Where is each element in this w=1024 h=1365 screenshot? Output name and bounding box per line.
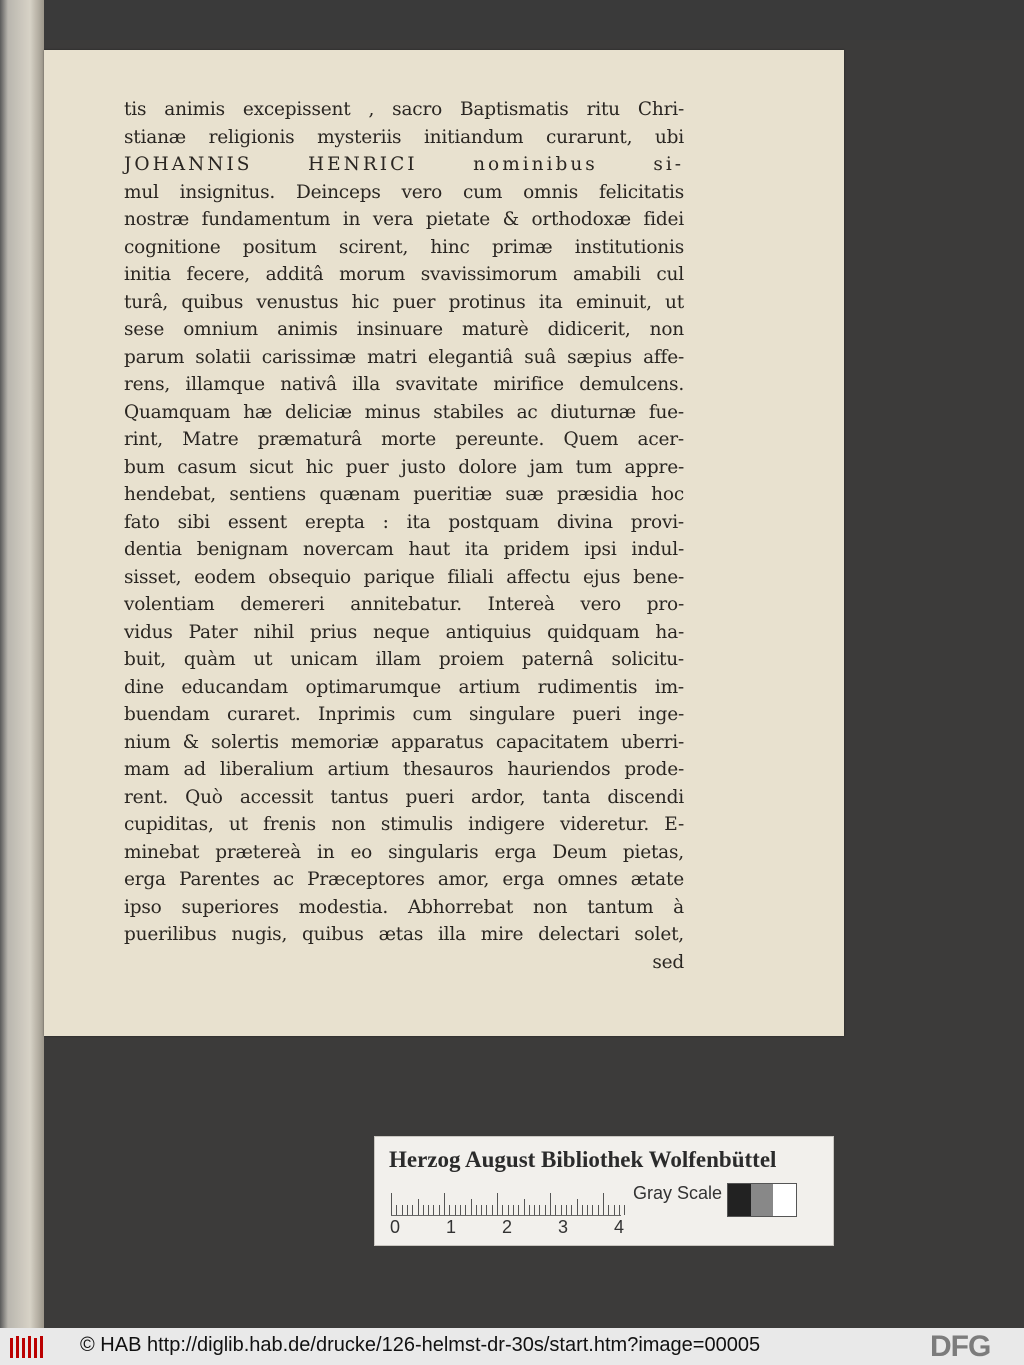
- ruler-tick: [550, 1193, 551, 1215]
- gray-scale-label: Gray Scale: [633, 1183, 723, 1203]
- ruler-tick: [460, 1205, 461, 1215]
- library-name: Herzog August Bibliothek Wolfenbüttel: [389, 1147, 777, 1172]
- ruler-tick: [444, 1193, 445, 1215]
- text-line: cognitione positum scirent, hinc primæ institutionis: [124, 236, 684, 258]
- text-line: Quamquam hæ deliciæ minus stabiles ac diuturnæ fue-: [124, 401, 684, 423]
- copyright-link[interactable]: © HAB http://diglib.hab.de/drucke/126-helmst-dr-30s/start.htm?image=00005: [80, 1334, 761, 1356]
- text-line: buit, quàm ut unicam illam proiem paternâ solicitu-: [124, 649, 684, 670]
- ruler-number: 3: [557, 1217, 568, 1237]
- text-line: JOHANNIS HENRICI nominibus si-: [124, 154, 684, 175]
- catchword: sed: [652, 951, 684, 973]
- ruler-tick: [577, 1199, 578, 1215]
- gray-scale-swatches: [727, 1183, 797, 1217]
- hab-logo-icon: [8, 1334, 48, 1360]
- text-line: dentia benignam novercam haut ita pridem ipsi indul-: [124, 539, 684, 560]
- ruler-number: 0: [389, 1217, 400, 1237]
- ruler-tick: [587, 1205, 588, 1215]
- footer-bar: [0, 1328, 1024, 1365]
- text-line: fato sibi essent erepta : ita postquam divina provi-: [124, 511, 684, 533]
- ruler-tick: [423, 1205, 424, 1215]
- ruler-tick: [471, 1199, 472, 1215]
- ruler-tick: [592, 1205, 593, 1215]
- ruler-tick: [566, 1205, 567, 1215]
- ruler-tick: [518, 1205, 519, 1215]
- ruler-tick: [439, 1205, 440, 1215]
- text-line: mam ad liberalium artium thesauros hauriendos prode-: [124, 759, 684, 780]
- ruler-tick: [513, 1205, 514, 1215]
- text-line: tis animis excepissent , sacro Baptismatis ritu Chri-: [124, 99, 684, 120]
- text-line: bum casum sicut hic puer justo dolore jam tum appre-: [124, 456, 684, 478]
- ruler-tick: [624, 1205, 625, 1215]
- ruler-tick: [396, 1205, 397, 1215]
- ruler-tick: [486, 1205, 487, 1215]
- ruler-tick: [481, 1205, 482, 1215]
- ruler-tick: [614, 1205, 615, 1215]
- text-line: volentiam demereri annitebatur. Intereà vero pro-: [124, 594, 684, 615]
- ruler-number: 4: [613, 1217, 624, 1237]
- text-line: parum solatii carissimæ matri elegantiâ suâ sæpius affe-: [124, 346, 684, 368]
- ruler-tick: [449, 1205, 450, 1215]
- ruler-tick: [502, 1205, 503, 1215]
- ruler-tick: [433, 1205, 434, 1215]
- text-line: ipso superiores modestia. Abhorrebat non tantum à: [124, 896, 684, 918]
- text-line: rint, Matre præmaturâ morte pereunte. Quem acer-: [124, 429, 684, 450]
- text-line: hendebat, sentiens quænam pueritiæ suæ præsidia hoc: [124, 484, 684, 505]
- text-line: erga Parentes ac Præceptores amor, erga omnes ætate: [124, 869, 684, 890]
- text-line: sisset, eodem obsequio parique filiali affectu ejus bene-: [124, 566, 684, 588]
- ruler-tick: [497, 1193, 498, 1215]
- ruler-tick: [407, 1205, 408, 1215]
- ruler-tick: [455, 1205, 456, 1215]
- ruler-tick: [529, 1205, 530, 1215]
- ruler-tick: [539, 1205, 540, 1215]
- ruler-tick: [555, 1205, 556, 1215]
- library-label: [374, 1136, 834, 1246]
- ruler-tick: [412, 1205, 413, 1215]
- text-line: mul insignitus. Deinceps vero cum omnis felicitatis: [124, 181, 684, 203]
- ruler-number: 1: [445, 1217, 456, 1237]
- ruler-tick: [545, 1205, 546, 1215]
- text-line: nium & solertis memoriæ apparatus capacitatem uberri-: [124, 731, 684, 753]
- ruler-tick: [391, 1193, 392, 1215]
- scale-ruler: [391, 1185, 621, 1216]
- text-line: buendam curaret. Inprimis cum singulare pueri inge-: [124, 704, 684, 725]
- text-line: vidus Pater nihil prius neque antiquius quidquam ha-: [124, 621, 684, 643]
- text-line: rent. Quò accessit tantus pueri ardor, tanta discendi: [124, 786, 684, 808]
- ruler-tick: [608, 1205, 609, 1215]
- ruler-tick: [598, 1205, 599, 1215]
- text-line: sese omnium animis insinuare maturè didicerit, non: [124, 319, 684, 340]
- ruler-tick: [508, 1205, 509, 1215]
- text-line: minebat prætereà in eo singularis erga Deum pietas,: [124, 841, 684, 863]
- text-line: dine educandam optimarumque artium rudimentis im-: [124, 676, 684, 698]
- ruler-tick: [571, 1205, 572, 1215]
- ruler-tick: [534, 1205, 535, 1215]
- ruler-tick: [561, 1205, 562, 1215]
- ruler-tick: [582, 1205, 583, 1215]
- document-page: [44, 50, 844, 1036]
- ruler-tick: [428, 1205, 429, 1215]
- text-line: turâ, quibus venustus hic puer protinus ita eminuit, ut: [124, 291, 684, 313]
- ruler-tick: [476, 1205, 477, 1215]
- text-line: initia fecere, additâ morum svavissimorum amabili cul: [124, 264, 684, 285]
- ruler-tick: [402, 1205, 403, 1215]
- ruler-tick: [418, 1199, 419, 1215]
- page-text: [124, 96, 684, 976]
- ruler-tick: [619, 1205, 620, 1215]
- ruler-tick: [603, 1193, 604, 1215]
- ruler-tick: [524, 1199, 525, 1215]
- text-line: puerilibus nugis, quibus ætas illa mire delectari solet,: [124, 924, 684, 945]
- text-line: nostræ fundamentum in vera pietate & orthodoxæ fidei: [124, 209, 684, 230]
- text-line: stianæ religionis mysteriis initiandum curarunt, ubi: [124, 126, 684, 148]
- text-line: cupiditas, ut frenis non stimulis indigere videretur. E-: [124, 814, 684, 835]
- ruler-tick: [465, 1205, 466, 1215]
- adjacent-page-edge: [0, 0, 44, 1328]
- ruler-number: 2: [501, 1217, 512, 1237]
- dfg-logo: DFG: [930, 1330, 991, 1363]
- text-line: rens, illamque nativâ illa svavitate mirifice demulcens.: [124, 374, 684, 395]
- ruler-tick: [492, 1205, 493, 1215]
